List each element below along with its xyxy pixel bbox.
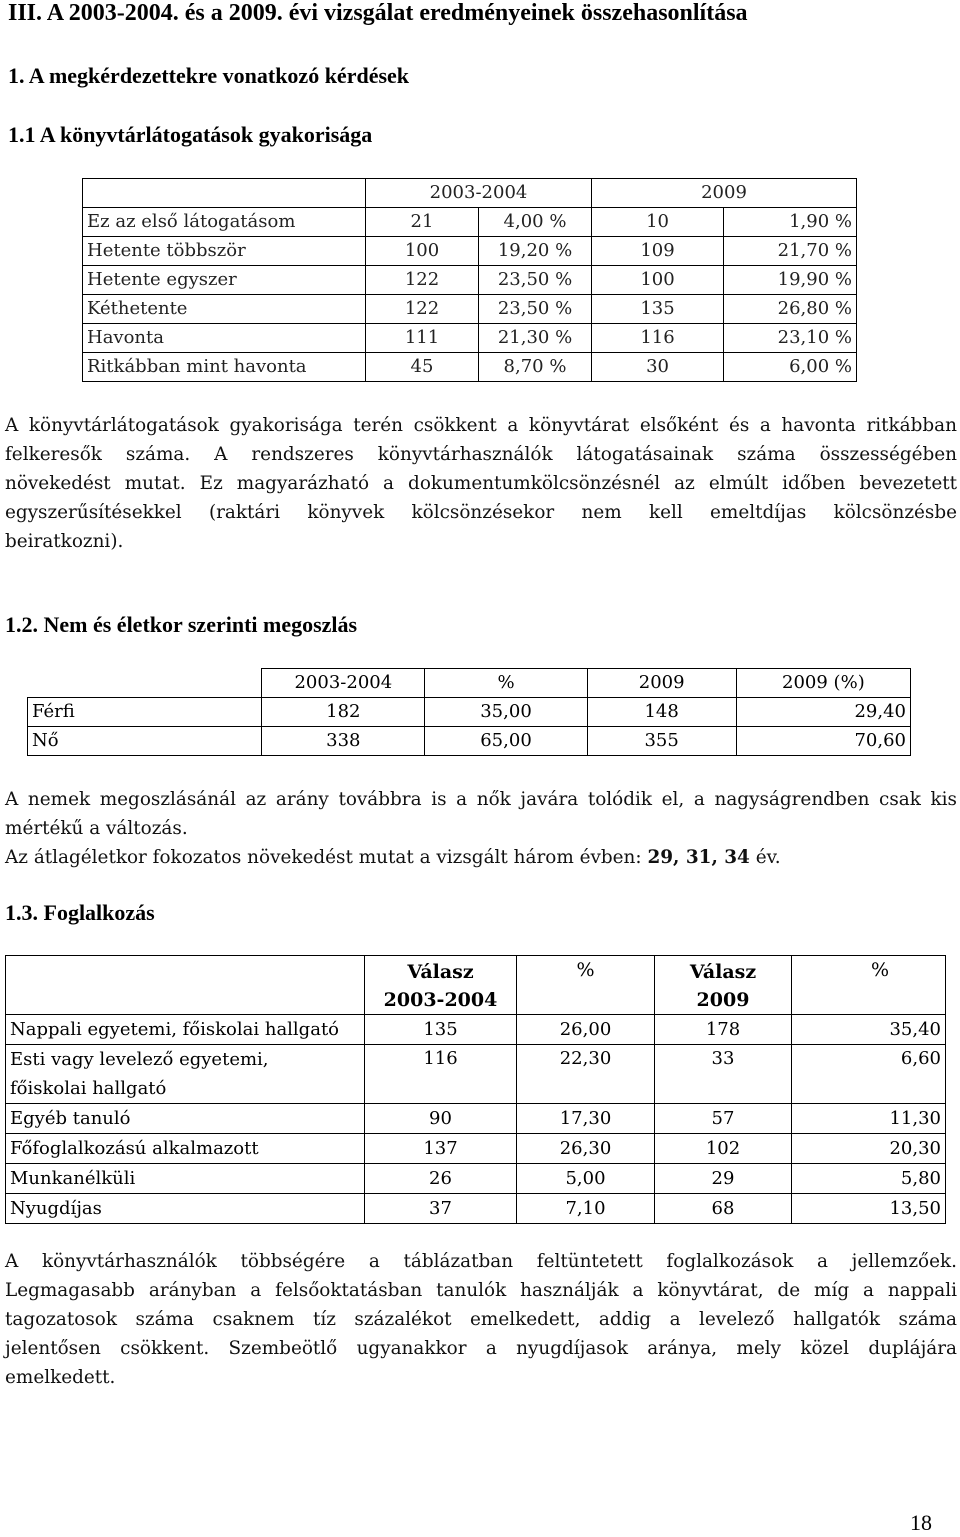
table-cell: 1,90 %	[724, 208, 857, 237]
table-cell: 116	[592, 324, 724, 353]
table-cell: 23,10 %	[724, 324, 857, 353]
section-heading-1: 1. A megkérdezettekre vonatkozó kérdések	[8, 63, 410, 88]
table-row	[6, 1164, 946, 1194]
row-label-line: Esti vagy levelező egyetemi,	[10, 1049, 269, 1070]
table-cell: 100	[592, 266, 724, 295]
text-line: mértékű a változás.	[5, 818, 188, 839]
column-header-2003-2004: 2003-2004	[366, 179, 592, 208]
table-cell: 8,70 %	[479, 353, 592, 382]
table-cell: 122	[366, 266, 479, 295]
header-line: Válasz	[407, 961, 474, 983]
table-header-row	[28, 669, 911, 698]
text-line: egyszerűsítésekkel (raktári könyvek kölcsönzésekor nem kell emeltdíjas kölcsönzésbe	[5, 502, 957, 523]
table-header-row	[83, 179, 857, 208]
table-cell: 122	[366, 295, 479, 324]
table-row	[83, 353, 857, 382]
section-heading-1-2: 1.2. Nem és életkor szerinti megoszlás	[5, 612, 358, 637]
row-label: Főfoglalkozású alkalmazott	[6, 1134, 365, 1164]
gender-table	[27, 668, 911, 756]
table-cell: 21,30 %	[479, 324, 592, 353]
table-cell: 17,30	[517, 1104, 655, 1134]
table-cell: 26	[365, 1164, 517, 1194]
table-cell: 21,70 %	[724, 237, 857, 266]
table-cell: 70,60	[736, 727, 910, 756]
table-cell: 30	[592, 353, 724, 382]
text-line: Legmagasabb arányban a felsőoktatásban tanulók használják a könyvtárat, de míg a nappali	[5, 1280, 957, 1301]
table-cell: 6,60	[792, 1045, 946, 1104]
column-header	[365, 956, 517, 1015]
table-cell	[83, 179, 366, 208]
table-header-row	[6, 956, 946, 1015]
table-cell: 6,00 %	[724, 353, 857, 382]
table-row	[6, 1194, 946, 1224]
table-cell: 22,30	[517, 1045, 655, 1104]
section-heading-1-3	[5, 900, 155, 926]
row-label: Havonta	[83, 324, 366, 353]
section-number: 1.3.	[5, 900, 38, 925]
paragraph-visit-frequency	[5, 411, 957, 556]
text-line: felkeresők száma. A rendszeres könyvtárhasználók látogatásainak száma összességében	[5, 444, 957, 465]
table-cell: 33	[655, 1045, 792, 1104]
column-header: 2003-2004	[262, 669, 425, 698]
row-label: Nappali egyetemi, főiskolai hallgató	[6, 1015, 365, 1045]
row-label: Ez az első látogatásom	[83, 208, 366, 237]
paragraph-occupation	[5, 1247, 957, 1392]
table-cell: 100	[366, 237, 479, 266]
table-cell: 57	[655, 1104, 792, 1134]
document-heading: III. A 2003-2004. és a 2009. évi vizsgálat eredményeinek összehasonlítása	[8, 0, 748, 26]
row-label: Hetente többször	[83, 237, 366, 266]
table-cell: 148	[587, 698, 736, 727]
table-row	[6, 1104, 946, 1134]
table-cell: 4,00 %	[479, 208, 592, 237]
table-cell: 68	[655, 1194, 792, 1224]
visit-frequency-table	[82, 178, 857, 382]
section-title: Foglalkozás	[43, 900, 155, 925]
table-row	[83, 237, 857, 266]
table-cell: 102	[655, 1134, 792, 1164]
table-cell: 5,00	[517, 1164, 655, 1194]
row-label: Nyugdíjas	[6, 1194, 365, 1224]
column-header: 2009	[587, 669, 736, 698]
section-heading-1-1: 1.1 A könyvtárlátogatások gyakorisága	[8, 122, 373, 147]
table-cell: 355	[587, 727, 736, 756]
table-cell: 109	[592, 237, 724, 266]
row-label: Egyéb tanuló	[6, 1104, 365, 1134]
row-label: Ritkábban mint havonta	[83, 353, 366, 382]
table-cell: 116	[365, 1045, 517, 1104]
table-cell: 7,10	[517, 1194, 655, 1224]
occupation-table	[5, 955, 946, 1224]
header-line: %	[576, 959, 595, 981]
text-line: tagozatosok száma csaknem tíz százalékot emelkedett, addig a levelező hallgatók száma	[5, 1309, 957, 1330]
table-cell: 90	[365, 1104, 517, 1134]
row-label-line: főiskolai hallgató	[10, 1078, 167, 1099]
column-header-2009: 2009	[592, 179, 857, 208]
table-cell: 10	[592, 208, 724, 237]
table-cell: 135	[365, 1015, 517, 1045]
paragraph-gender	[5, 785, 957, 872]
table-cell: 11,30	[792, 1104, 946, 1134]
row-label: Nő	[28, 727, 262, 756]
table-cell: 65,00	[425, 727, 587, 756]
table-cell	[6, 956, 365, 1015]
column-header: %	[425, 669, 587, 698]
text-line: emelkedett.	[5, 1367, 116, 1388]
table-cell: 19,20 %	[479, 237, 592, 266]
text-line: A nemek megoszlásánál az arány továbbra is a nők javára tolódik el, a nagyságrendben csak kis	[5, 789, 957, 810]
table-row	[83, 208, 857, 237]
text-line: beiratkozni).	[5, 531, 124, 552]
row-label: Férfi	[28, 698, 262, 727]
table-cell: 26,80 %	[724, 295, 857, 324]
header-line: %	[870, 959, 889, 981]
age-text: Az átlagéletkor fokozatos növekedést mutat a vizsgált három évben:	[5, 847, 642, 868]
table-cell: 19,90 %	[724, 266, 857, 295]
column-header	[655, 956, 792, 1015]
table-cell: 29,40	[736, 698, 910, 727]
table-cell: 35,00	[425, 698, 587, 727]
table-cell: 5,80	[792, 1164, 946, 1194]
row-label: Kéthetente	[83, 295, 366, 324]
table-row	[6, 1134, 946, 1164]
header-line: Válasz	[689, 961, 757, 983]
row-label: Hetente egyszer	[83, 266, 366, 295]
column-header	[517, 956, 655, 1015]
table-cell: 37	[365, 1194, 517, 1224]
table-cell: 111	[366, 324, 479, 353]
table-row	[28, 727, 911, 756]
table-cell: 45	[366, 353, 479, 382]
table-cell: 23,50 %	[479, 295, 592, 324]
table-row	[83, 324, 857, 353]
text-line: jelentősen csökkent. Szembeötlő ugyanakkor a nyugdíjasok aránya, mely közel duplájára	[5, 1338, 957, 1359]
table-cell: 135	[592, 295, 724, 324]
table-cell: 13,50	[792, 1194, 946, 1224]
table-cell: 178	[655, 1015, 792, 1045]
table-cell: 137	[365, 1134, 517, 1164]
table-cell: 338	[262, 727, 425, 756]
table-cell	[28, 669, 262, 698]
table-row	[83, 295, 857, 324]
age-line	[5, 843, 957, 872]
header-line: 2009	[696, 989, 750, 1011]
row-label	[6, 1045, 365, 1104]
column-header	[792, 956, 946, 1015]
age-unit: év.	[755, 847, 781, 868]
table-cell: 23,50 %	[479, 266, 592, 295]
table-row	[6, 1015, 946, 1045]
age-values: 29, 31, 34	[647, 847, 750, 868]
text-line: A könyvtárhasználók többségére a táblázatban feltüntetett foglalkozások a jellemzőek.	[5, 1251, 957, 1272]
table-cell: 21	[366, 208, 479, 237]
table-cell: 182	[262, 698, 425, 727]
row-label: Munkanélküli	[6, 1164, 365, 1194]
table-row	[83, 266, 857, 295]
table-cell: 35,40	[792, 1015, 946, 1045]
text-line: növekedést mutat. Ez magyarázható a dokumentumkölcsönzésnél az elmúlt időben bevezetett	[5, 473, 957, 494]
text-line: A könyvtárlátogatások gyakorisága terén csökkent a könyvtárat elsőként és a havonta ritkábban	[5, 415, 957, 436]
column-header: 2009 (%)	[736, 669, 910, 698]
page-number: 18	[910, 1510, 932, 1535]
table-cell: 26,00	[517, 1015, 655, 1045]
table-cell: 29	[655, 1164, 792, 1194]
header-line: 2003-2004	[383, 989, 498, 1011]
table-cell: 20,30	[792, 1134, 946, 1164]
table-row	[28, 698, 911, 727]
table-cell: 26,30	[517, 1134, 655, 1164]
table-row	[6, 1045, 946, 1104]
